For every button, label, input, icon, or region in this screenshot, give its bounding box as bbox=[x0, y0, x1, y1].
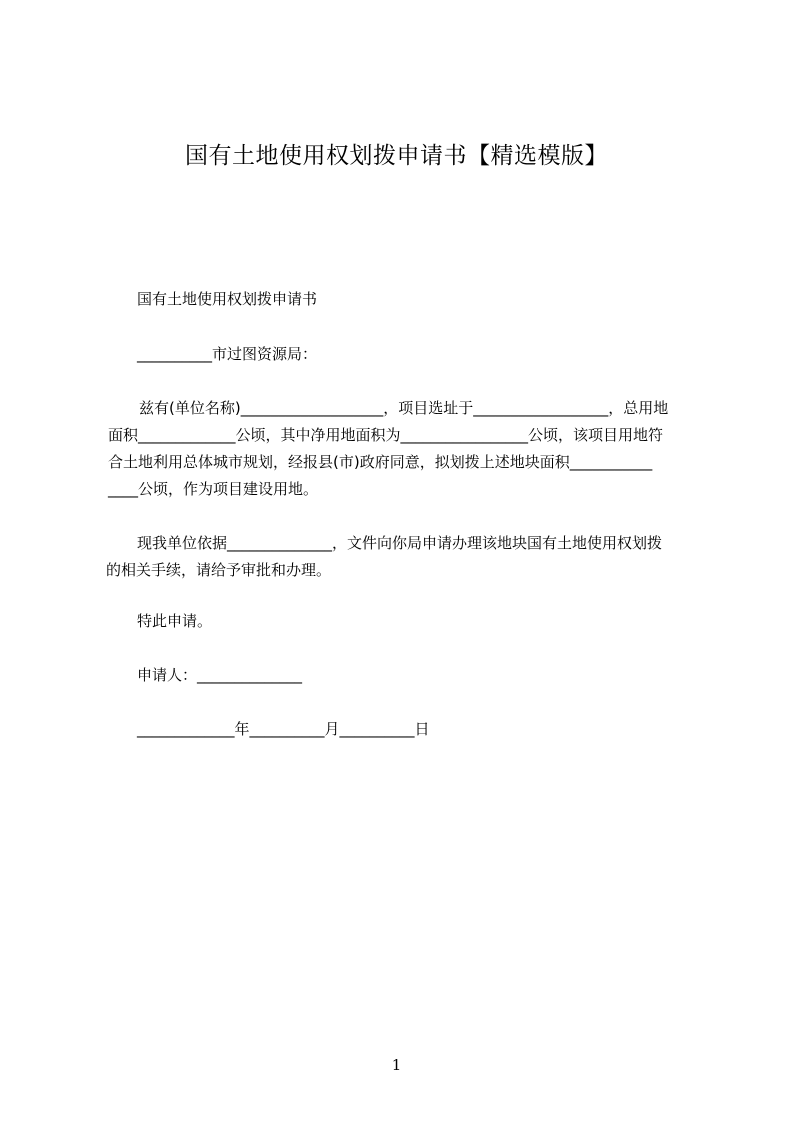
closing-text: 特此申请。 bbox=[137, 612, 213, 630]
paragraph-1-line-1: 兹有(单位名称)___________________，项目选址于__________________，总用地 bbox=[139, 399, 669, 417]
page-number: 1 bbox=[391, 1056, 402, 1074]
date-line: _____________年__________月__________日 bbox=[137, 720, 430, 738]
paragraph-2-line-1: 现我单位依据______________，文件向你局申请办理该地块国有土地使用权划拨 bbox=[137, 534, 663, 552]
document-heading: 国有土地使用权划拨申请书 bbox=[137, 290, 318, 308]
paragraph-1-line-2: 面积_____________公顷，其中净用地面积为_________________公顷，该项目用地符 bbox=[108, 426, 664, 444]
paragraph-1-line-3: 合土地利用总体城市规划，经报县(市)政府同意，拟划拨上述地块面积___________ bbox=[108, 453, 653, 471]
paragraph-2-line-2: 的相关手续，请给予审批和办理。 bbox=[106, 561, 332, 579]
document-title: 国有土地使用权划拨申请书【精选模版】 bbox=[185, 143, 608, 169]
applicant-line: 申请人：______________ bbox=[137, 666, 303, 684]
addressee-line: __________市过图资源局： bbox=[137, 345, 318, 363]
paragraph-1-line-4: ____公顷，作为项目建设用地。 bbox=[108, 480, 319, 498]
